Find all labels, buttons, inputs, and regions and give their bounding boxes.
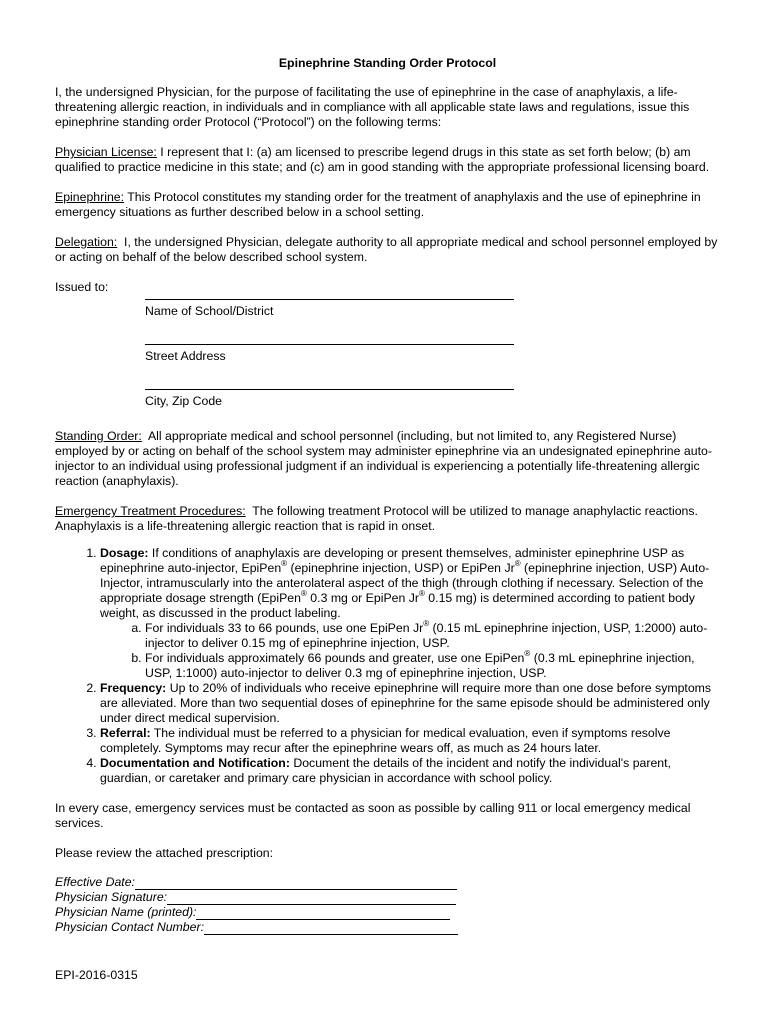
list-item-dosage-b: [145, 648, 720, 681]
referral-text: The individual must be referred to a physician for medical evaluation, even if symptoms resolve completely. Symptoms may recur after the epinephrine wears off, as much as 24 hours later.: [100, 726, 671, 755]
standing-order-text: All appropriate medical and school personnel (including, but not limited to, any Registered Nurse) employed by or acting on behalf of the school system may administer epinephrine via an undesignated epinephrine auto-injector to an individual using professional judgment if an individual is experiencing a potentially life-threatening allergic reaction (anaphylaxis).: [55, 429, 712, 488]
delegation-text: I, the undersigned Physician, delegate authority to all appropriate medical and school personnel employed by or acting on behalf of the below described school system.: [55, 235, 721, 264]
emergency-paragraph: [55, 504, 720, 534]
intro-paragraph: I, the undersigned Physician, for the purpose of facilitating the use of epinephrine in the case of anaphylaxis, a life-threatening allergic reaction, in individuals and in compliance with all applicable state laws and regulations, issue this epinephrine standing order Protocol (“Protocol”) on the following terms:: [55, 85, 690, 129]
city-zip-line[interactable]: [145, 389, 514, 390]
epinephrine-paragraph: [55, 190, 720, 220]
license-text: I represent that I: (a) am licensed to prescribe legend drugs in this state as set forth below; (b) am qualified to practice medicine in this state; and (c) am in good standing with the appropriate professional licensing board.: [55, 145, 710, 174]
review-paragraph: Please review the attached prescription:: [55, 846, 274, 860]
registered-mark: ®: [524, 648, 531, 658]
physician-name-line[interactable]: [196, 907, 450, 920]
frequency-label: Frequency:: [100, 681, 167, 695]
dosage-a-text: For individuals 33 to 66 pounds, use one EpiPen Jr: [145, 621, 424, 635]
school-name-line[interactable]: [145, 299, 514, 300]
delegation-heading: Delegation:: [55, 235, 118, 249]
list-item-documentation: [100, 756, 720, 786]
dosage-text: 0.3 mg or EpiPen Jr: [306, 591, 419, 605]
street-address-line[interactable]: [145, 344, 514, 345]
effective-date-label: Effective Date:: [55, 875, 135, 889]
dosage-sublist: [100, 618, 720, 681]
physician-name-row: [55, 905, 720, 920]
dosage-a-text: (0.15 mL epinephrine injection, USP, 1:2000) auto-injector to deliver 0.15 mg of epinephrine injection, USP.: [145, 621, 708, 650]
street-address-label: Street Address: [145, 349, 226, 363]
dosage-label: Dosage:: [100, 546, 149, 560]
physician-signature-label: Physician Signature:: [55, 890, 168, 904]
school-name-label: Name of School/District: [145, 304, 274, 318]
document-title: Epinephrine Standing Order Protocol: [278, 56, 497, 70]
signature-block: [55, 875, 720, 935]
physician-signature-row: [55, 890, 720, 905]
dosage-b-text: For individuals approximately 66 pounds and greater, use one EpiPen: [145, 651, 525, 665]
registered-mark: ®: [423, 618, 430, 628]
city-zip-label: City, Zip Code: [145, 394, 222, 408]
standing-order-paragraph: [55, 429, 720, 489]
list-item-referral: [100, 726, 720, 756]
physician-contact-label: Physician Contact Number:: [55, 920, 204, 934]
list-item-dosage: [100, 546, 720, 681]
physician-name-label: Physician Name (printed):: [55, 905, 197, 919]
effective-date-row: [55, 875, 720, 890]
issued-to-block: [55, 280, 720, 418]
treatment-list: [55, 546, 720, 786]
frequency-text: Up to 20% of individuals who receive epinephrine will require more than one dose before symptoms are alleviated. More than two sequential doses of epinephrine for the same episode should be administered only under direct medical supervision.: [100, 681, 712, 725]
effective-date-line[interactable]: [135, 877, 457, 890]
license-paragraph: [55, 145, 720, 175]
standing-order-heading: Standing Order:: [55, 429, 142, 443]
documentation-label: Documentation and Notification:: [100, 756, 290, 770]
dosage-text: If conditions of anaphylaxis are developing or present themselves, administer epinephrine USP as epinephrine auto-injector, EpiPen: [100, 546, 685, 575]
physician-contact-row: [55, 920, 720, 935]
epinephrine-text: This Protocol constitutes my standing order for the treatment of anaphylaxis and the use of epinephrine in emergency situations as further described below in a school setting.: [55, 190, 701, 219]
epinephrine-heading: Epinephrine:: [55, 190, 125, 204]
delegation-paragraph: [55, 235, 720, 265]
physician-signature-line[interactable]: [167, 892, 456, 905]
form-id: EPI-2016-0315: [55, 968, 138, 982]
referral-label: Referral:: [100, 726, 151, 740]
dosage-b-text: (0.3 mL epinephrine injection, USP, 1:1000) auto-injector to deliver 0.3 mg of epinephrine injection, USP.: [145, 651, 695, 680]
dosage-text: 0.15 mg) is determined according to patient body weight, as discussed in the product labeling.: [100, 591, 695, 620]
list-item-dosage-a: [145, 618, 720, 651]
license-heading: Physician License:: [55, 145, 157, 159]
dosage-text: (epinephrine injection, USP) Auto-Injector, intramuscularly into the anterolateral aspect of the thigh (through clothing if necessary. Selection of the appropriate dosage strength (EpiPen: [100, 561, 710, 605]
document-page: [55, 56, 720, 983]
documentation-text: Document the details of the incident and notify the individual's parent, guardian, or caretaker and primary care physician in accordance with school policy.: [100, 756, 671, 785]
registered-mark: ®: [418, 588, 425, 598]
every-case-paragraph: In every case, emergency services must be contacted as soon as possible by calling 911 or local emergency medical services.: [55, 801, 691, 830]
registered-mark: ®: [514, 558, 521, 568]
issued-to-label: Issued to:: [55, 280, 109, 294]
dosage-text: (epinephrine injection, USP) or EpiPen Jr: [287, 561, 515, 575]
list-item-frequency: [100, 681, 720, 726]
emergency-heading: Emergency Treatment Procedures:: [55, 504, 246, 518]
physician-contact-line[interactable]: [204, 922, 458, 935]
registered-mark: ®: [281, 558, 288, 568]
registered-mark: ®: [300, 588, 307, 598]
emergency-text: The following treatment Protocol will be utilized to manage anaphylactic reactions. Anaphylaxis is a life-threatening allergic reaction that is rapid in onset.: [55, 504, 701, 533]
